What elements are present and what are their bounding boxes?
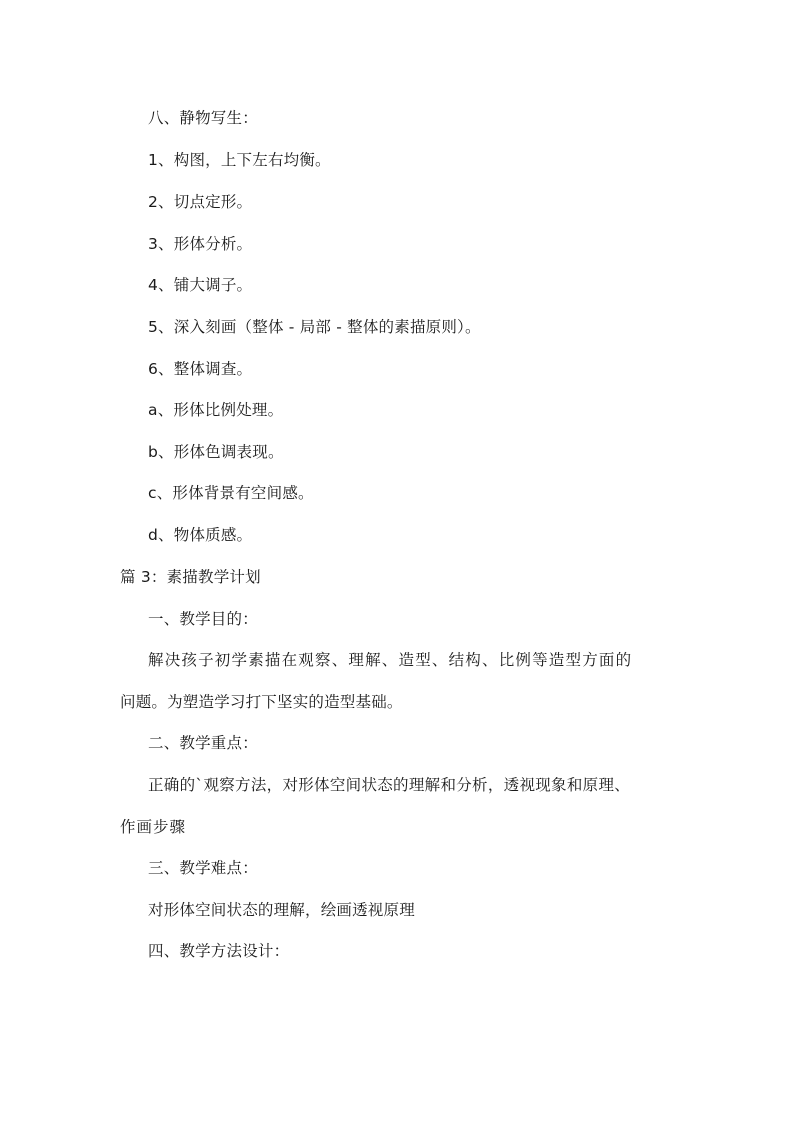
goal-text-continued: 问题。为塑造学习打下坚实的造型基础。 <box>120 693 403 711</box>
step-item: 4、铺大调子。 <box>148 276 253 294</box>
key-text-continued: 作画步骤 <box>120 818 187 836</box>
step-item: 3、形体分析。 <box>148 235 253 253</box>
difficulty-text: 对形体空间状态的理解，绘画透视原理 <box>148 901 415 919</box>
step-item: 2、切点定形。 <box>148 193 253 211</box>
sub-step-item: a、形体比例处理。 <box>148 401 284 419</box>
difficulty-heading: 三、教学难点： <box>148 859 258 877</box>
goal-heading: 一、教学目的： <box>148 610 258 628</box>
goal-text: 解决孩子初学素描在观察、理解、造型、结构、比例等造型方面的 <box>148 651 633 669</box>
step-item: 5、深入刻画（整体 - 局部 - 整体的素描原则）。 <box>148 318 481 336</box>
section-heading-still-life: 八、静物写生： <box>148 109 258 127</box>
key-heading: 二、教学重点： <box>148 734 258 752</box>
article-title: 篇 3：素描教学计划 <box>120 568 261 586</box>
sub-step-item: d、物体质感。 <box>148 526 253 544</box>
sub-step-item: c、形体背景有空间感。 <box>148 484 314 502</box>
key-text: 正确的`观察方法，对形体空间状态的理解和分析，透视现象和原理、 <box>148 776 631 794</box>
step-item: 1、构图，上下左右均衡。 <box>148 151 331 169</box>
step-item: 6、整体调查。 <box>148 360 253 378</box>
sub-step-item: b、形体色调表现。 <box>148 443 284 461</box>
method-heading: 四、教学方法设计： <box>148 942 290 960</box>
